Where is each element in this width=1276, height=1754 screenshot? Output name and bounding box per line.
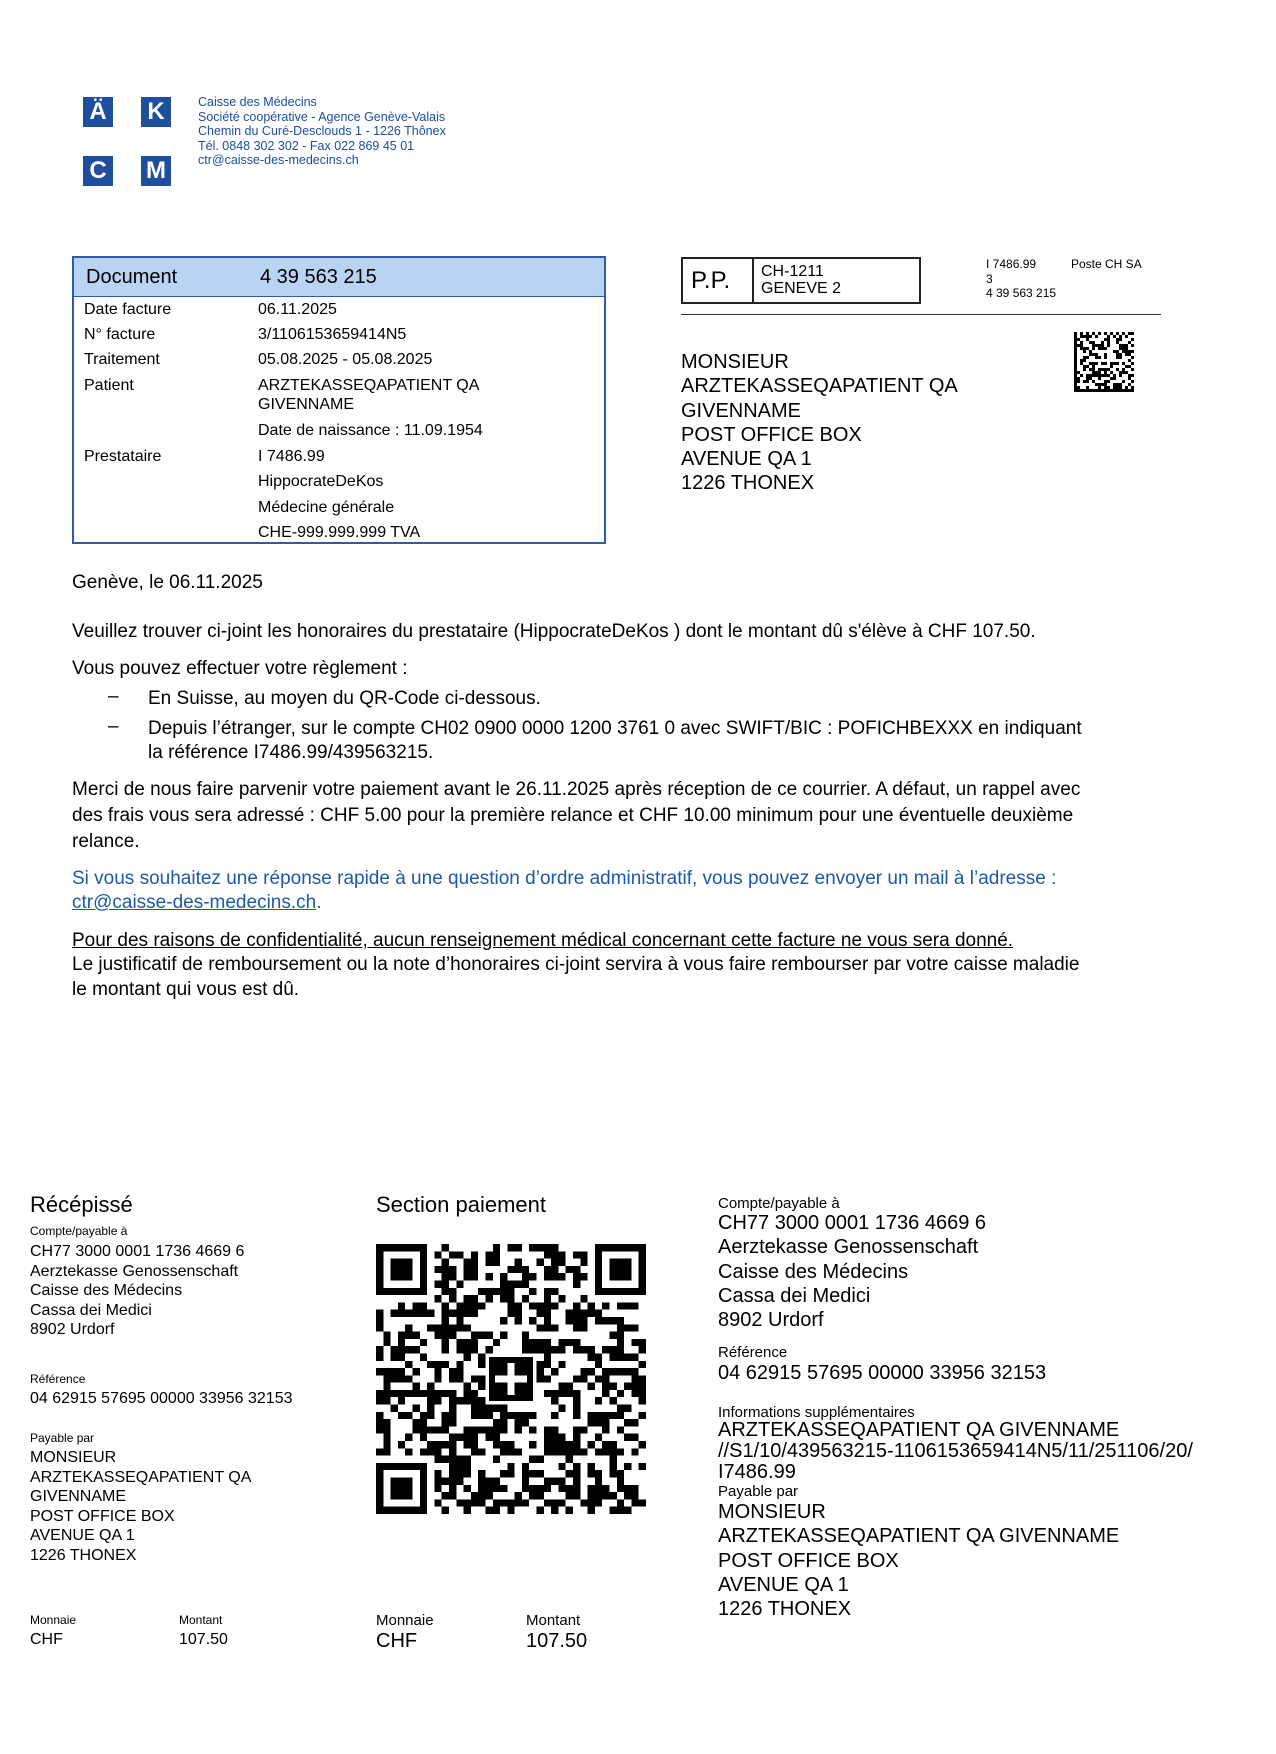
info-line: ARZTEKASSEQAPATIENT QA GIVENNAME bbox=[718, 1419, 1120, 1441]
address-line: 1226 THONEX bbox=[681, 472, 815, 495]
row-label: Traitement bbox=[84, 351, 160, 368]
logo-letter-a: Ä bbox=[83, 97, 113, 127]
document-label: Document bbox=[86, 266, 178, 288]
row-value: HippocrateDeKos bbox=[258, 473, 384, 490]
receipt-account bbox=[30, 1242, 244, 1340]
document-header bbox=[74, 258, 604, 297]
payer-line: GIVENNAME bbox=[30, 1488, 127, 1505]
payer-line: 1226 THONEX bbox=[30, 1546, 137, 1564]
account-line: CH77 3000 0001 1736 4669 6 bbox=[30, 1243, 245, 1260]
postage-box bbox=[681, 257, 921, 304]
receipt-title: Récépissé bbox=[30, 1192, 133, 1217]
reminder-text: des frais vous sera adressé : CHF 5.00 pour la première relance et CHF 10.00 minimum pour une éventuelle deuxième bbox=[72, 805, 1074, 826]
row-value: I 7486.99 bbox=[258, 448, 325, 465]
account-line: Cassa dei Medici bbox=[718, 1284, 871, 1307]
payer-line: MONSIEUR bbox=[30, 1449, 117, 1466]
account-line: Aerztekasse Genossenschaft bbox=[30, 1262, 239, 1280]
payment-intro: Vous pouvez effectuer votre règlement : bbox=[72, 658, 408, 679]
postage-divider-line bbox=[681, 314, 1161, 315]
receipt-currency: CHF bbox=[30, 1631, 63, 1648]
datamatrix-code bbox=[1074, 332, 1134, 392]
row-value: CHE-999.999.999 TVA bbox=[258, 524, 421, 541]
payment-currency-label: Monnaie bbox=[376, 1612, 434, 1629]
payment-amount-label: Montant bbox=[526, 1612, 581, 1629]
payment-currency: CHF bbox=[376, 1630, 418, 1652]
account-line: CH77 3000 0001 1736 4669 6 bbox=[718, 1212, 987, 1234]
document-number: 4 39 563 215 bbox=[260, 266, 377, 288]
logo-letter-m: M bbox=[141, 156, 171, 186]
postage-location: CH-1211 bbox=[761, 263, 824, 280]
receipt-currency-label: Monnaie bbox=[30, 1613, 77, 1627]
reminder-text: relance. bbox=[72, 831, 140, 852]
row-label: Patient bbox=[84, 377, 134, 394]
sender-line: Tél. 0848 302 302 - Fax 022 869 45 01 bbox=[198, 138, 415, 153]
receipt-reference-label: Référence bbox=[30, 1372, 86, 1386]
payer-line: POST OFFICE BOX bbox=[30, 1507, 175, 1525]
account-line: Caisse des Médecins bbox=[30, 1282, 183, 1299]
payment-account bbox=[718, 1211, 986, 1332]
address-line: MONSIEUR bbox=[681, 351, 789, 373]
receipt-amount: 107.50 bbox=[179, 1631, 228, 1648]
payment-info bbox=[718, 1420, 1193, 1483]
place-date: Genève, le 06.11.2025 bbox=[72, 572, 263, 593]
row-value: 06.11.2025 bbox=[258, 301, 337, 318]
account-line: Caisse des Médecins bbox=[718, 1260, 909, 1283]
payer-line: ARZTEKASSEQAPATIENT QA bbox=[30, 1468, 252, 1486]
receipt-amount-label: Montant bbox=[179, 1613, 223, 1627]
postage-ref: I 7486.99 bbox=[986, 257, 1037, 271]
sender-address bbox=[198, 95, 446, 168]
row-label: Prestataire bbox=[84, 448, 162, 465]
row-value: 05.08.2025 - 05.08.2025 bbox=[258, 351, 433, 368]
address-line: GIVENNAME bbox=[681, 399, 802, 422]
contact-email-link[interactable]: ctr@caisse-des-medecins.ch bbox=[72, 892, 317, 913]
receipt-payer bbox=[30, 1448, 251, 1565]
payment-info-label: Informations supplémentaires bbox=[718, 1404, 915, 1421]
refund-text: le montant qui vous est dû. bbox=[72, 979, 300, 1000]
receipt-payer-label: Payable par bbox=[30, 1431, 95, 1445]
refund-text: Le justificatif de remboursement ou la note d’honoraires ci-joint servira à vous faire rembourser par votre caisse maladie bbox=[72, 954, 1080, 975]
postage-divider bbox=[752, 259, 754, 302]
bullet-item: En Suisse, au moyen du QR-Code ci-dessous. bbox=[148, 688, 541, 709]
payment-title: Section paiement bbox=[376, 1192, 546, 1217]
payment-amount: 107.50 bbox=[526, 1630, 588, 1652]
contact-end: . bbox=[316, 892, 322, 913]
row-value: GIVENNAME bbox=[258, 396, 355, 413]
reminder-text: Merci de nous faire parvenir votre paiement avant le 26.11.2025 après réception de ce courrier. A défaut, un rappel avec bbox=[72, 779, 1081, 800]
sender-email[interactable]: ctr@caisse-des-medecins.ch bbox=[198, 153, 359, 168]
payment-payer-label: Payable par bbox=[718, 1483, 799, 1500]
row-value: Date de naissance : 11.09.1954 bbox=[258, 422, 483, 439]
qr-code bbox=[376, 1244, 646, 1514]
row-value: 3/1106153659414N5 bbox=[258, 326, 407, 343]
info-line: I7486.99 bbox=[718, 1461, 796, 1483]
bullet-item: la référence I7486.99/439563215. bbox=[148, 742, 434, 763]
sender-line: Chemin du Curé-Desclouds 1 - 1226 Thônex bbox=[198, 124, 446, 139]
address-line: POST OFFICE BOX bbox=[681, 423, 862, 446]
sender-line: Société coopérative - Agence Genève-Valais bbox=[198, 109, 446, 124]
bullet-item: Depuis l’étranger, sur le compte CH02 0900 0000 1200 3761 0 avec SWIFT/BIC : POFICHBEXXX en indiquant bbox=[148, 718, 1082, 739]
account-line: Cassa dei Medici bbox=[30, 1301, 152, 1319]
row-value: ARZTEKASSEQAPATIENT QA bbox=[258, 377, 480, 394]
payer-line: MONSIEUR bbox=[718, 1501, 826, 1523]
row-value: Médecine générale bbox=[258, 499, 395, 516]
row-label: Date facture bbox=[84, 301, 172, 318]
receipt-account-label: Compte/payable à bbox=[30, 1224, 128, 1238]
postage-ref: 3 bbox=[986, 272, 993, 286]
bullet-dash: – bbox=[108, 716, 119, 737]
payment-payer bbox=[718, 1500, 1119, 1621]
logo-letter-k: K bbox=[141, 97, 171, 127]
recipient-address bbox=[681, 350, 958, 496]
contact-line bbox=[72, 890, 321, 915]
postage-carrier: Poste CH SA bbox=[1071, 257, 1142, 271]
payment-reference-label: Référence bbox=[718, 1344, 788, 1361]
account-line: Aerztekasse Genossenschaft bbox=[718, 1236, 979, 1259]
confidential-notice: Pour des raisons de confidentialité, aucun renseignement médical concernant cette facture ne vous sera donné. bbox=[72, 930, 1014, 951]
account-line: 8902 Urdorf bbox=[718, 1309, 824, 1332]
contact-text: Si vous souhaitez une réponse rapide à une question d’ordre administratif, vous pouvez envoyer un mail à l’adresse : bbox=[72, 868, 1057, 889]
bullet-dash: – bbox=[108, 686, 119, 707]
payer-line: AVENUE QA 1 bbox=[30, 1527, 135, 1544]
row-label: N° facture bbox=[84, 326, 156, 343]
logo-letter-c: C bbox=[83, 156, 113, 186]
payment-reference: 04 62915 57695 00000 33956 32153 bbox=[718, 1362, 1047, 1384]
payment-account-label: Compte/payable à bbox=[718, 1195, 840, 1212]
payer-line: 1226 THONEX bbox=[718, 1598, 852, 1621]
receipt-reference: 04 62915 57695 00000 33956 32153 bbox=[30, 1390, 293, 1407]
payer-line: ARZTEKASSEQAPATIENT QA GIVENNAME bbox=[718, 1525, 1120, 1548]
postage-location: GENEVE 2 bbox=[761, 280, 842, 297]
payer-line: AVENUE QA 1 bbox=[718, 1573, 849, 1596]
sender-line: Caisse des Médecins bbox=[198, 95, 317, 109]
account-line: 8902 Urdorf bbox=[30, 1321, 115, 1338]
postage-ref: 4 39 563 215 bbox=[986, 286, 1057, 300]
info-line: //S1/10/439563215-1106153659414N5/11/251106/20/ bbox=[718, 1440, 1193, 1462]
intro-text: Veuillez trouver ci-joint les honoraires du prestataire (HippocrateDeKos ) dont le montant dû s'élève à CHF 107.50. bbox=[72, 621, 1036, 642]
payer-line: POST OFFICE BOX bbox=[718, 1549, 899, 1572]
address-line: AVENUE QA 1 bbox=[681, 448, 812, 471]
address-line: ARZTEKASSEQAPATIENT QA bbox=[681, 375, 958, 398]
pp-label: P.P. bbox=[691, 267, 731, 294]
